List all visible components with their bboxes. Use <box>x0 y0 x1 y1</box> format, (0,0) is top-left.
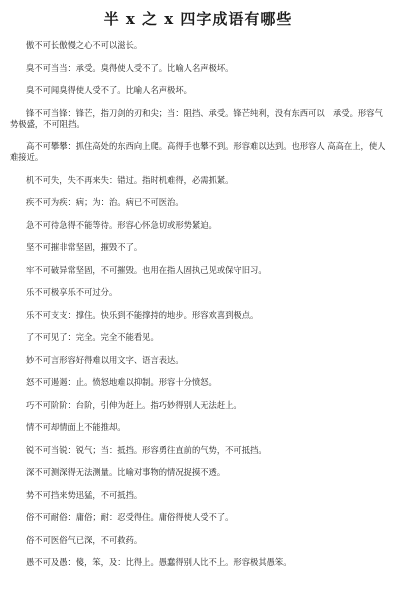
idiom-entry: 势不可挡来势迅猛，不可抵挡。 <box>26 489 143 500</box>
idiom-entry: 疾不可为疾：病；为：治。病已不可医治。 <box>26 197 184 207</box>
idiom-entry: 巧不可阶阶：台阶，引伸为赶上。指巧妙得别人无法赶上。 <box>26 399 242 410</box>
idiom-entry: 乐不可支支：撑住。快乐到不能撑持的地步。形容欢喜到极点。 <box>26 309 259 320</box>
idiom-entry: 深不可测深得无法测量。比喻对事物的情况捉摸不透。 <box>26 467 226 477</box>
idiom-entry: 俗不可医俗气已深，不可救药。 <box>26 534 143 545</box>
idiom-entry: 了不可见了：完全。完全不能看见。 <box>26 332 159 342</box>
idiom-entry: 高不可攀攀：抓住高处的东西向上爬。高得手也攀不到。形容难以达到。也形容人 高高在上，使人难接近。 <box>10 141 386 162</box>
idiom-entry: 锐不可当锐：锐气；当：抵挡。形容勇往直前的气势，不可抵挡。 <box>26 444 267 455</box>
idiom-entry: 傲不可长傲慢之心不可以滋长。 <box>26 40 143 50</box>
idiom-entry: 乐不可极享乐不可过分。 <box>26 287 118 297</box>
idiom-entry: 妙不可言形容好得难以用文字、语言表达。 <box>26 354 184 365</box>
idiom-entry: 机不可失，失不再来失：错过。指时机难得，必需抓紧。 <box>26 174 234 185</box>
idiom-list <box>10 40 386 568</box>
idiom-entry: 坚不可摧非常坚固，摧毁不了。 <box>26 242 143 252</box>
page-title: 半 x 之 x 四字成语有哪些 <box>103 10 293 28</box>
idiom-entry: 怒不可遏遏：止。愤怒地难以抑制。形容十分愤怒。 <box>26 377 217 387</box>
idiom-entry: 俗不可耐俗：庸俗；耐：忍受得住。庸俗得使人受不了。 <box>26 512 234 522</box>
idiom-entry: 臭不可当当：承受。臭得使人受不了。比喻人名声极坏。 <box>26 62 234 73</box>
idiom-entry: 牢不可破异常坚固，不可摧毁。也用在指人固执己见或保守旧习。 <box>26 264 267 275</box>
idiom-entry: 臭不可闻臭得使人受不了。比喻人名声极坏。 <box>26 85 192 95</box>
idiom-entry: 锋不可当锋：锋芒，指刀剑的刃和尖；当：阻挡、承受。锋芒纯利，没有东西可以 承受。形容气势极盛，不可阻挡。 <box>10 107 383 129</box>
idiom-entry: 急不可待急得不能等待。形容心怀急切或形势紧迫。 <box>26 219 217 230</box>
idiom-entry: 愚不可及愚：傻，笨，及：比得上。愚蠢得别人比不上。形容极其愚笨。 <box>26 557 292 567</box>
idiom-entry: 情不可却情面上不能推却。 <box>26 422 126 432</box>
